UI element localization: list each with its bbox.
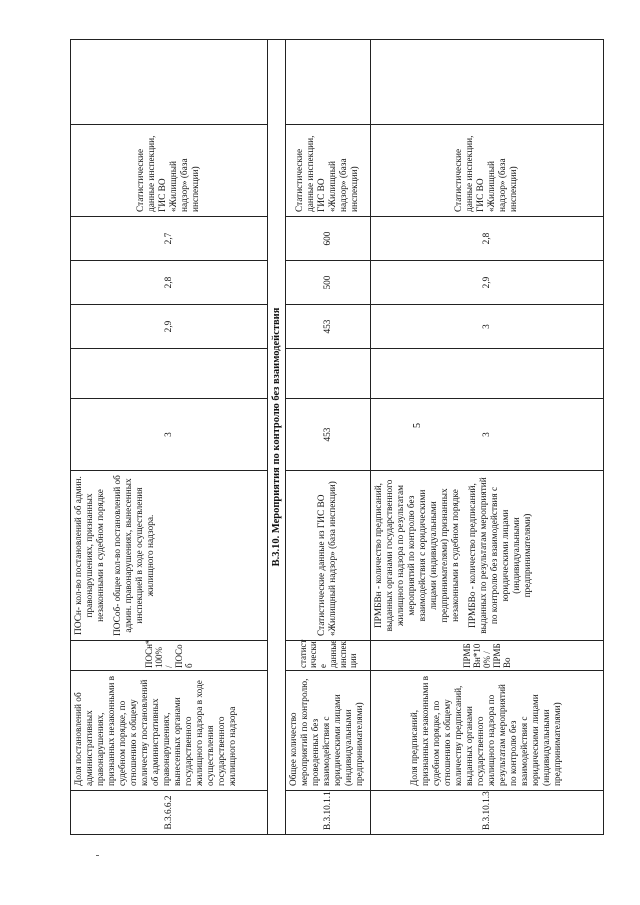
data-source: Статистические данные инспекции, ГИС ВО «Жилищный надзор» (база инспекции) [371,125,604,217]
indicator-name: Общее количество мероприятий по контролю, проведенных без взаимодействия с юридическими лицами (индивидуальными предпринимателями) [286,671,371,791]
empty-cell [71,40,268,125]
data-source: Статистические данные инспекции, ГИС ВО «Жилищный надзор» (база инспекции) [71,125,268,217]
value-cell: 2,9 [71,305,268,349]
indicator-formula: ПРМБ Вн*10 0% / ПРМБ Во [371,641,604,671]
description-part-1: ПРМБВн - количество предписаний, выданных органами государственного жилищного надзора по результатам мероприятий по контролю без взаимодействия с юридическими лицами (индивидуальными предпринимателями) признанных незаконными в судебном порядке [374,479,461,632]
table-row [371,40,604,835]
value-cell: 2,7 [71,217,268,261]
section-header-row [268,40,286,835]
value-cell: 600 [286,217,371,261]
indicator-formula: статист ически е данные инспек ции [286,641,371,671]
value-cell: 2,8 [71,261,268,305]
description-part-2: ПРМБВо - количество предписаний, выданных по результатам мероприятий по контролю без взаимодействия с юридическими лицами (индивидуальными предпринимателями) [468,477,533,634]
formula-description: Статистические данные из ГИС ВО «Жилищный надзор» (база инспекции) [286,471,371,641]
page-number: 5 [412,423,423,428]
data-source: Статистические данные инспекции, ГИС ВО «Жилищный надзор» (база инспекции) [286,125,371,217]
table-row [286,40,371,835]
indicator-formula: ПОСн* 100% /ПОСо б [71,641,268,671]
table-row [71,40,268,835]
value-cell [286,349,371,399]
value-cell [71,349,268,399]
scan-artifact [96,855,99,856]
row-id: В.3.10.1.1 [286,791,371,835]
value-cell: 3 [371,305,604,349]
indicator-name: Доля предписаний, признанных незаконными в судебном порядке, по отношению к общему количеству предписаний, выданных органами государственного жилищного надзора по результатам мероприятий по контролю без взаимодействия с юридическими лицами (индивидуальными предпринимателями) [371,671,604,791]
empty-cell [286,40,371,125]
formula-description [371,471,604,641]
indicator-name: Доля постановлений об административных правонарушениях, признанных незаконными в судебном порядке, по отношению к общему количеству постановлений об административных правонарушениях, вынесенных органами государственного жилищного надзора в ходе осуществления государственного жилищного надзора [71,671,268,791]
section-title: В.3.10. Мероприятия по контролю без взаимодействия [268,40,286,835]
value-cell [371,349,604,399]
rotated-table-container [70,40,640,835]
value-cell: 2,9 [371,261,604,305]
row-id: В.3.6.6.2 [71,791,268,835]
formula-description [71,471,268,641]
base-value: 3 [371,399,604,471]
row-id: В.3.10.1.3 [371,791,604,835]
base-value: 453 [286,399,371,471]
value-cell: 500 [286,261,371,305]
value-cell: 2,8 [371,217,604,261]
description-part-2: ПОСоб- общее кол-во постановлений об админ. правонарушениях, вынесенных инспекцией в ходе осуществления жилищного надзора. [113,475,156,636]
base-value: 3 [71,399,268,471]
indicators-table [70,39,604,835]
description-part-1: ПОСн- кол-во постановлений об админ. правонарушениях, признанных незаконными в судебном порядке [74,476,106,635]
value-cell: 453 [286,305,371,349]
empty-cell [371,40,604,125]
